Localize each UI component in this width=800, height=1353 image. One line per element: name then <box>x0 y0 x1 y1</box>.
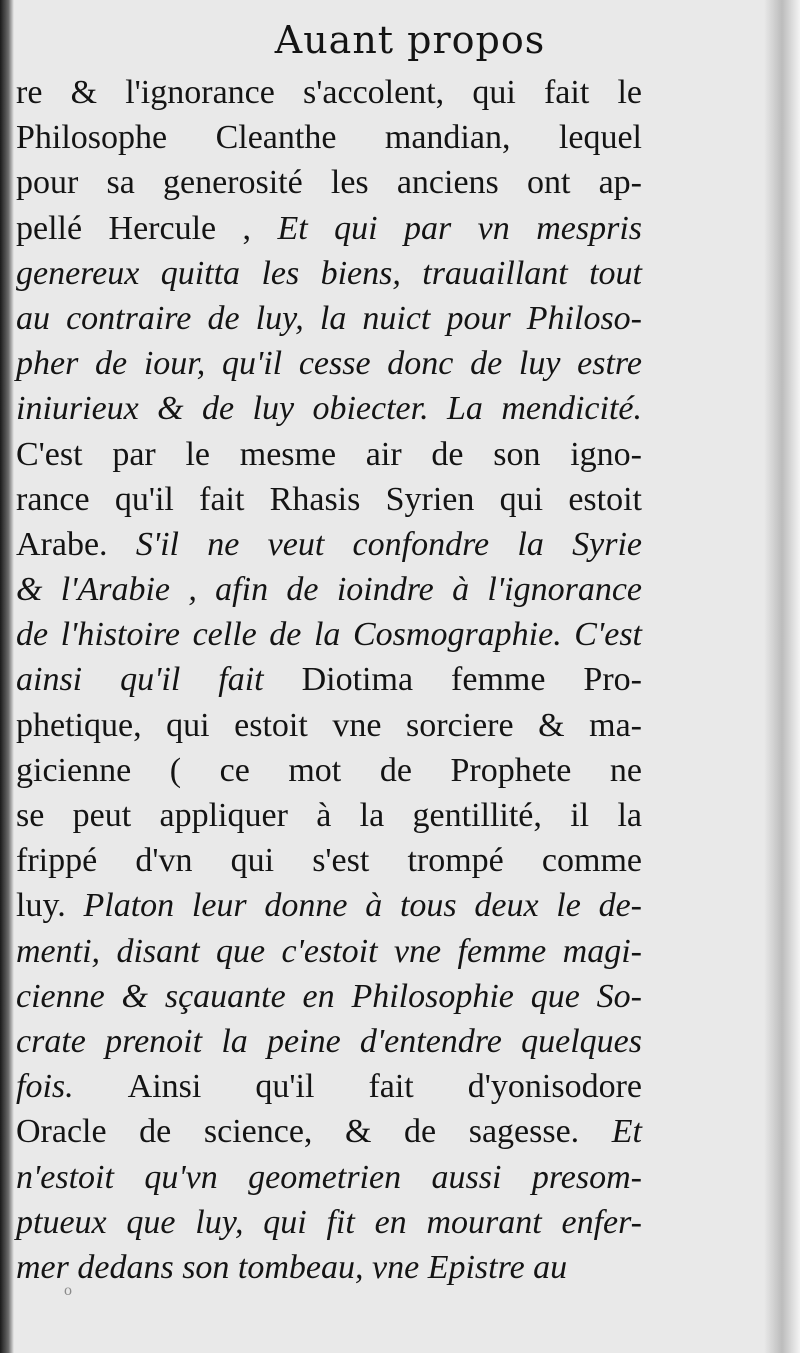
roman-text: phetique, qui estoit vne sorciere & ma- <box>16 706 642 744</box>
italic-text: Platon leur donne à tous deux le de- <box>83 887 642 925</box>
text-line <box>16 1245 642 1290</box>
roman-text: luy. <box>16 887 84 925</box>
text-line <box>16 296 642 341</box>
italic-text: cienne & sçauante en Philosophie que So- <box>16 977 642 1015</box>
italic-text: S'il ne veut confondre la Syrie <box>135 525 642 563</box>
italic-text: fois. <box>16 1068 128 1106</box>
italic-text: pher de iour, qu'il cesse donc de luy estre <box>16 345 642 383</box>
italic-text: & l'Arabie , afin de ioindre à l'ignorance <box>16 571 642 609</box>
text-line <box>16 206 642 251</box>
text-line <box>16 1109 642 1154</box>
text-line <box>16 929 642 974</box>
text-line <box>16 748 642 793</box>
roman-text: rance qu'il fait Rhasis Syrien qui estoit <box>16 480 642 518</box>
italic-text: mer dedans son tombeau, vne Epistre au <box>16 1248 568 1286</box>
roman-text: Ainsi qu'il fait d'yonisodore <box>127 1068 643 1106</box>
roman-text: Arabe. <box>16 525 136 563</box>
text-line <box>16 974 642 1019</box>
italic-text: menti, disant que c'estoit vne femme magi- <box>16 932 642 970</box>
page-edge-shadow <box>764 0 800 1353</box>
page-mark: o <box>64 1282 72 1299</box>
italic-text: crate prenoit la peine d'entendre quelques <box>16 1022 642 1060</box>
roman-text: Oracle de science, & de sagesse. <box>16 1113 612 1151</box>
text-line <box>16 70 642 115</box>
italic-text: n'estoit qu'vn geometrien aussi presom- <box>16 1158 642 1196</box>
roman-text: frippé d'vn qui s'est trompé comme <box>16 842 642 880</box>
text-line <box>16 477 642 522</box>
roman-text: gicienne ( ce mot de Prophete ne <box>16 751 642 789</box>
running-title: Auant propos <box>274 18 546 62</box>
italic-text: iniurieux & de luy obiecter. La mendicité. <box>16 390 642 428</box>
roman-text: Philosophe Cleanthe mandian, lequel <box>16 119 642 157</box>
text-line <box>16 1200 642 1245</box>
text-line <box>16 567 642 612</box>
text-line <box>16 657 642 702</box>
text-line <box>16 703 642 748</box>
text-line <box>16 1019 642 1064</box>
text-line <box>16 341 642 386</box>
text-line <box>16 160 642 205</box>
text-line <box>16 522 642 567</box>
gutter-shadow <box>0 0 14 1353</box>
italic-text: ptueux que luy, qui fit en mourant enfer- <box>16 1203 642 1241</box>
italic-text: ainsi qu'il fait <box>16 661 302 699</box>
italic-text: Et qui par vn mespris <box>277 209 642 247</box>
text-line <box>16 793 642 838</box>
text-line <box>16 251 642 296</box>
text-line <box>16 432 642 477</box>
text-line <box>16 883 642 928</box>
roman-text: Diotima femme Pro- <box>301 661 642 699</box>
italic-text: de l'histoire celle de la Cosmographie. C'est <box>16 616 642 654</box>
roman-text: re & l'ignorance s'accolent, qui fait le <box>16 74 642 111</box>
roman-text: pour sa generosité les anciens ont ap- <box>16 164 642 202</box>
text-line <box>16 1064 642 1109</box>
italic-text: genereux quitta les biens, trauaillant tout <box>16 254 642 292</box>
text-line <box>16 386 642 431</box>
roman-text: C'est par le mesme air de son igno- <box>16 435 642 473</box>
roman-text: pellé Hercule , <box>16 209 278 247</box>
italic-text: Et <box>611 1113 642 1151</box>
text-line <box>16 1155 642 1200</box>
italic-text: au contraire de luy, la nuict pour Philoso- <box>16 299 642 337</box>
roman-text: se peut appliquer à la gentillité, il la <box>16 797 642 834</box>
text-line <box>16 115 642 160</box>
text-line <box>16 838 642 883</box>
body-text <box>16 70 642 1290</box>
text-line <box>16 612 642 657</box>
